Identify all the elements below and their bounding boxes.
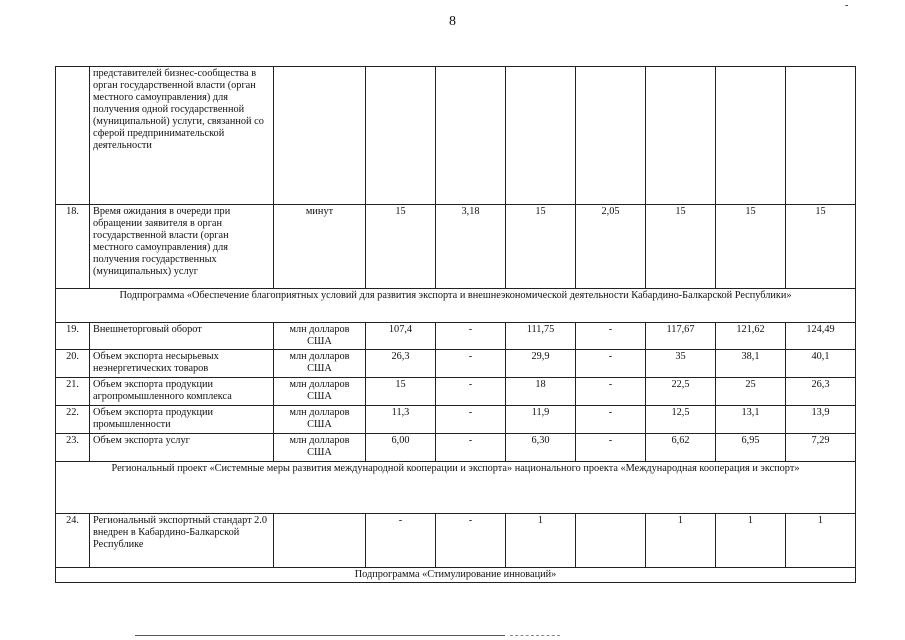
value-cell: 121,62 — [716, 323, 786, 350]
value-cell: 18 — [506, 378, 576, 406]
value-cell: 40,1 — [786, 350, 856, 378]
value-cell: 2,05 — [576, 205, 646, 289]
row-number: 18. — [56, 205, 90, 289]
section-title: Подпрограмма «Стимулирование инноваций» — [56, 568, 856, 583]
page-number: 8 — [449, 14, 456, 29]
value-cell: 15 — [506, 205, 576, 289]
indicator-name: Внешнеторговый оборот — [90, 323, 274, 350]
value-cell: 11,9 — [506, 406, 576, 434]
corner-mark: - — [845, 0, 849, 11]
unit-cell: млн долларов США — [274, 350, 366, 378]
table-row — [56, 323, 856, 350]
value-cell: 13,9 — [786, 406, 856, 434]
indicator-name: Региональный экспортный стандарт 2.0 внедрен в Кабардино-Балкарской Республике — [90, 514, 274, 568]
table-row — [56, 514, 856, 568]
indicator-name: Объем экспорта продукции агропромышленного комплекса — [90, 378, 274, 406]
table-row — [56, 350, 856, 378]
value-cell: 1 — [506, 514, 576, 568]
unit-cell: минут — [274, 205, 366, 289]
unit-cell: млн долларов США — [274, 434, 366, 462]
table-row — [56, 205, 856, 289]
value-cell: 26,3 — [786, 378, 856, 406]
indicators-table — [55, 66, 856, 583]
value-cell: 15 — [716, 205, 786, 289]
table-body-mid — [56, 323, 856, 462]
value-cell: 35 — [646, 350, 716, 378]
value-cell: 12,5 — [646, 406, 716, 434]
indicator-name: Время ожидания в очереди при обращении заявителя в орган государственной власти (орган местного самоуправления) для получения государственных (муниципальных) услуг — [90, 205, 274, 289]
value-cell: 1 — [716, 514, 786, 568]
value-cell: 13,1 — [716, 406, 786, 434]
value-cell: 22,5 — [646, 378, 716, 406]
table-body-top — [56, 67, 856, 289]
value-cell: 124,49 — [786, 323, 856, 350]
value-cell: 1 — [786, 514, 856, 568]
section-row — [56, 289, 856, 323]
value-cell — [436, 67, 506, 205]
section-regional-project — [56, 462, 856, 514]
indicator-name: Объем экспорта услуг — [90, 434, 274, 462]
section-subprogram-innovation — [56, 568, 856, 583]
section-row — [56, 568, 856, 583]
value-cell: 117,67 — [646, 323, 716, 350]
row-number: 22. — [56, 406, 90, 434]
value-cell — [506, 67, 576, 205]
section-title: Региональный проект «Системные меры развития международной кооперации и экспорта» национального проекта «Международная кооперация и экспорт» — [56, 462, 856, 514]
value-cell: 6,30 — [506, 434, 576, 462]
section-row — [56, 462, 856, 514]
table-body-bottom — [56, 514, 856, 568]
value-cell: 29,9 — [506, 350, 576, 378]
value-cell: 107,4 — [366, 323, 436, 350]
value-cell — [366, 67, 436, 205]
table-row — [56, 67, 856, 205]
value-cell — [646, 67, 716, 205]
value-cell: - — [576, 406, 646, 434]
row-number — [56, 67, 90, 205]
value-cell: 15 — [786, 205, 856, 289]
value-cell: - — [576, 434, 646, 462]
value-cell: 6,95 — [716, 434, 786, 462]
table-row — [56, 378, 856, 406]
value-cell — [786, 67, 856, 205]
value-cell: - — [576, 323, 646, 350]
unit-cell: млн долларов США — [274, 406, 366, 434]
value-cell: 7,29 — [786, 434, 856, 462]
value-cell — [576, 514, 646, 568]
value-cell: 1 — [646, 514, 716, 568]
table-row — [56, 434, 856, 462]
unit-cell: млн долларов США — [274, 323, 366, 350]
value-cell: - — [436, 406, 506, 434]
value-cell — [576, 67, 646, 205]
indicator-name: Объем экспорта несырьевых неэнергетических товаров — [90, 350, 274, 378]
section-subprogram-export — [56, 289, 856, 323]
row-number: 24. — [56, 514, 90, 568]
value-cell: 6,62 — [646, 434, 716, 462]
value-cell: 6,00 — [366, 434, 436, 462]
section-title: Подпрограмма «Обеспечение благоприятных условий для развития экспорта и внешнеэкономической деятельности Кабардино-Балкарской Республики» — [56, 289, 856, 323]
value-cell: - — [436, 350, 506, 378]
value-cell — [716, 67, 786, 205]
value-cell: - — [436, 323, 506, 350]
row-number: 23. — [56, 434, 90, 462]
footer-rule-dashed — [510, 635, 560, 636]
value-cell: - — [576, 378, 646, 406]
value-cell: - — [436, 434, 506, 462]
value-cell: - — [576, 350, 646, 378]
value-cell: 3,18 — [436, 205, 506, 289]
value-cell: - — [436, 514, 506, 568]
unit-cell — [274, 67, 366, 205]
row-number: 19. — [56, 323, 90, 350]
footer-rule — [135, 635, 505, 636]
table-row — [56, 406, 856, 434]
unit-cell — [274, 514, 366, 568]
value-cell: 38,1 — [716, 350, 786, 378]
value-cell: - — [436, 378, 506, 406]
value-cell: 11,3 — [366, 406, 436, 434]
value-cell: 15 — [366, 378, 436, 406]
indicator-name: Объем экспорта продукции промышленности — [90, 406, 274, 434]
value-cell: 111,75 — [506, 323, 576, 350]
value-cell: 25 — [716, 378, 786, 406]
value-cell: 15 — [646, 205, 716, 289]
unit-cell: млн долларов США — [274, 378, 366, 406]
value-cell: 15 — [366, 205, 436, 289]
row-number: 21. — [56, 378, 90, 406]
value-cell: - — [366, 514, 436, 568]
value-cell: 26,3 — [366, 350, 436, 378]
row-number: 20. — [56, 350, 90, 378]
indicator-name: представителей бизнес-сообщества в орган государственной власти (орган местного самоуправления) для получения одной государственной (муниципальной) услуги, связанной со сферой предпринимательской деятельности — [90, 67, 274, 205]
